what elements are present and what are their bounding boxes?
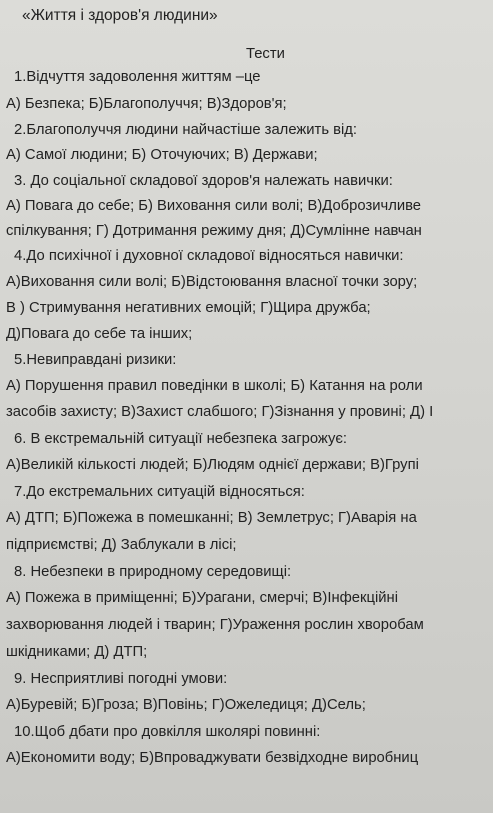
answer-1: А) Безпека; Б)Благополуччя; В)Здоров'я;	[6, 96, 287, 112]
question-2: 2.Благополуччя людини найчастіше залежить від:	[14, 122, 358, 138]
document-title: «Життя і здоров'я людини»	[22, 7, 218, 24]
answer-3-line-2: спілкування; Г) Дотримання режиму дня; Д)Сумлінне навчан	[6, 223, 422, 239]
answer-3-line-1: А) Повага до себе; Б) Виховання сили волі; В)Доброзичливе	[6, 198, 422, 214]
answer-8-line-3: шкідниками; Д) ДТП;	[6, 644, 148, 660]
answer-7-line-2: підприємстві; Д) Заблукали в лісі;	[6, 537, 237, 553]
answer-7-line-1: А) ДТП; Б)Пожежа в помешканні; В) Землетрус; Г)Аварія на	[6, 510, 417, 526]
answer-4-line-3: Д)Повага до себе та інших;	[6, 326, 193, 342]
question-9: 9. Несприятливі погодні умови:	[14, 671, 228, 687]
question-3: 3. До соціальної складової здоров'я належать навички:	[14, 173, 393, 189]
answer-5-line-2: засобів захисту; В)Захист слабшого; Г)Зізнання у провині; Д) I	[6, 404, 434, 420]
answer-4-line-2: В ) Стримування негативних емоцій; Г)Щира дружба;	[6, 300, 371, 316]
answer-4-line-1: А)Виховання сили волі; Б)Відстоювання власної точки зору;	[6, 274, 418, 290]
question-10: 10.Щоб дбати про довкілля школярі повинні:	[14, 724, 321, 740]
answer-6: А)Великій кількості людей; Б)Людям однієї держави; В)Групі	[6, 457, 419, 473]
question-4: 4.До психічної і духовної складової відносяться навички:	[14, 248, 404, 264]
question-1: 1.Відчуття задоволення життям –це	[14, 69, 261, 85]
answer-8-line-1: А) Пожежа в приміщенні; Б)Урагани, смерчі; В)Інфекційні	[6, 590, 398, 606]
answer-2: А) Самої людини; Б) Оточуючих; В) Держави;	[6, 147, 318, 163]
question-6: 6. В екстремальній ситуації небезпека загрожує:	[14, 431, 348, 447]
answer-5-line-1: А) Порушення правил поведінки в школі; Б) Катання на роли	[6, 378, 423, 394]
answer-8-line-2: захворювання людей і тварин; Г)Ураження рослин хворобам	[6, 617, 424, 633]
answer-10: А)Економити воду; Б)Впроваджувати безвідходне виробниц	[6, 750, 419, 766]
document-subtitle: Тести	[246, 46, 285, 62]
question-7: 7.До екстремальних ситуацій відносяться:	[14, 484, 305, 500]
question-5: 5.Невиправдані ризики:	[14, 352, 177, 368]
answer-9: А)Буревій; Б)Гроза; В)Повінь; Г)Ожеледиця; Д)Сель;	[6, 697, 366, 713]
question-8: 8. Небезпеки в природному середовищі:	[14, 564, 292, 580]
